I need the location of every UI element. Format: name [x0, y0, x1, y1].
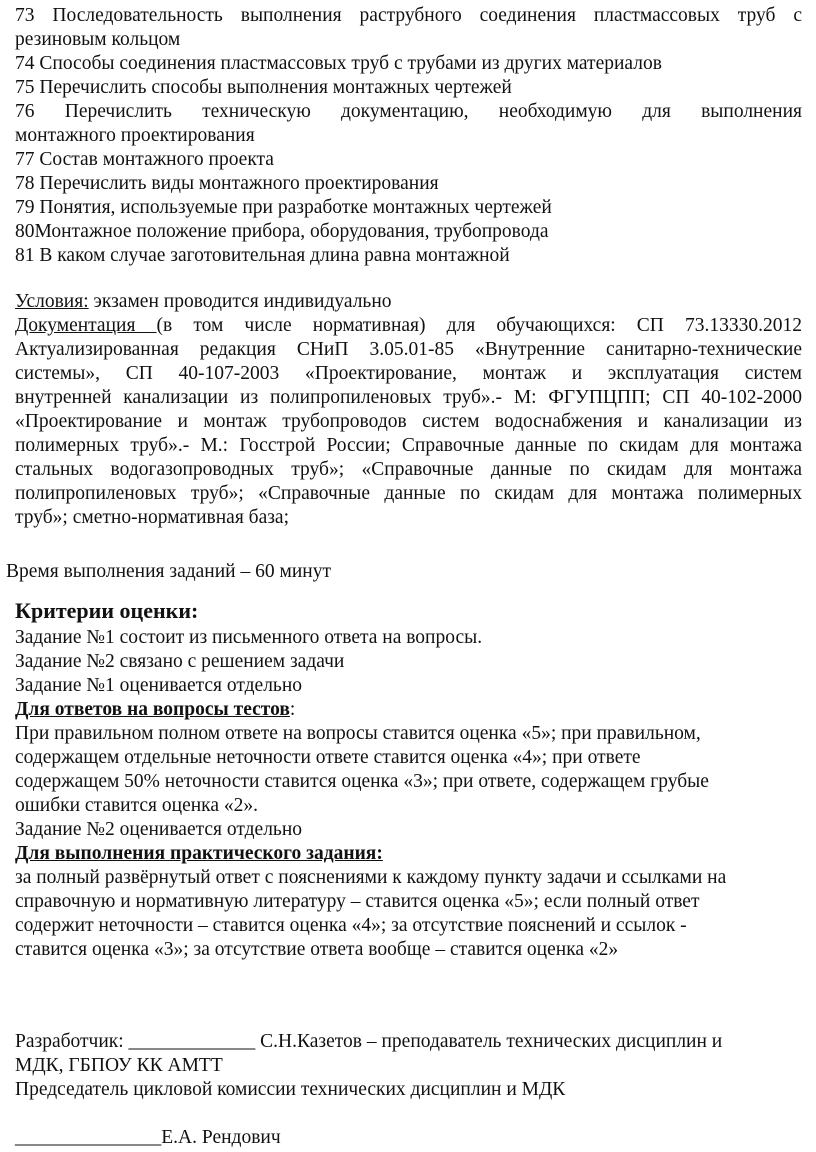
documentation-line1: (в том числе нормативная) для обучающихся: СП 73.13330.2012 [156, 315, 802, 336]
criteria-task1: Задание №1 состоит из письменного ответа на вопросы. [15, 627, 483, 648]
tests-line2: содержащем отдельные неточности ответе ставится оценка «4»; при ответе [15, 747, 641, 768]
question-76-line2: монтажного проектирования [15, 125, 255, 146]
practical-line2: справочную и нормативную литературу – ставится оценка «5»; если полный ответ [15, 891, 700, 912]
question-74: 74 Способы соединения пластмассовых труб с трубами из других материалов [15, 53, 662, 74]
question-73-line2: резиновым кольцом [15, 29, 181, 50]
criteria-heading: Критерии оценки: [15, 598, 199, 623]
practical-line1: за полный развёрнутый ответ с пояснениями к каждому пункту задачи и ссылками на [15, 867, 727, 888]
documentation-label: Документация [15, 315, 157, 336]
question-81: 81 В каком случае заготовительная длина равна монтажной [15, 245, 510, 266]
conditions-label: Условия: [15, 291, 89, 312]
documentation-line3: системы», СП 40-107-2003 «Проектирование, монтаж и эксплуатация систем [15, 363, 802, 384]
question-79: 79 Понятия, используемые при разработке монтажных чертежей [15, 197, 552, 218]
practical-line4: ставится оценка «3»; за отсутствие ответа вообще – ставится оценка «2» [15, 939, 619, 960]
practical-line3: содержит неточности – ставится оценка «4»; за отсутствие пояснений и ссылок - [15, 915, 687, 936]
question-78: 78 Перечислить виды монтажного проектирования [15, 173, 439, 194]
documentation-line5: «Проектирование и монтаж трубопроводов систем водоснабжения и канализации из [15, 411, 802, 432]
practical-label: Для выполнения практического задания: [15, 843, 383, 864]
tests-line4: ошибки ставится оценка «2». [15, 795, 258, 816]
criteria-body [15, 626, 802, 962]
chair-signature-line: _______________Е.А. Рендович [15, 1127, 281, 1148]
question-75: 75 Перечислить способы выполнения монтажных чертежей [15, 77, 512, 98]
documentation-line6: полимерных труб».- М.: Госстрой России; Справочные данные по скидам для монтажа [15, 435, 802, 456]
exam-time-text: Время выполнения заданий – 60 минут [6, 561, 331, 582]
tests-colon: : [289, 699, 296, 720]
tests-line3: содержащем 50% неточности ставится оценка «3»; при ответе, содержащем грубые [15, 771, 709, 792]
question-80: 80Монтажное положение прибора, оборудования, трубопровода [15, 221, 549, 242]
developer-line1: Разработчик: _____________ С.Н.Казетов – преподаватель технических дисциплин и [15, 1031, 723, 1052]
criteria [15, 598, 802, 624]
documentation-line4: внутренней канализации из полипропиленовых труб».- М: ФГУПЦПП; СП 40-102-2000 [15, 387, 802, 408]
exam-time [6, 560, 793, 584]
documentation-line8: полипропиленовых труб»; «Справочные данные по скидам для монтажа полимерных [15, 483, 802, 504]
tests-label: Для ответов на вопросы тестов [15, 699, 290, 720]
criteria-task2: Задание №2 связано с решением задачи [15, 651, 345, 672]
conditions [15, 290, 802, 314]
documentation [15, 314, 802, 530]
question-77: 77 Состав монтажного проекта [15, 149, 274, 170]
documentation-line2: Актуализированная редакция СНиП 3.05.01-85 «Внутренние санитарно-технические [15, 339, 802, 360]
documentation-line7: стальных водогазопроводных труб»; «Справочные данные по скидам для монтажа [15, 459, 802, 480]
criteria-task1-eval: Задание №1 оценивается отдельно [15, 675, 303, 696]
signatures [15, 1030, 802, 1102]
chair-line: Председатель цикловой комиссии технических дисциплин и МДК [15, 1079, 566, 1100]
criteria-task2-eval: Задание №2 оценивается отдельно [15, 819, 303, 840]
question-73-line1: 73 Последовательность выполнения раструбного соединения пластмассовых труб с [15, 5, 802, 26]
question-76-line1: 76 Перечислить техническую документацию, необходимую для выполнения [15, 101, 802, 122]
developer-line2: МДК, ГБПОУ КК АМТТ [15, 1055, 223, 1076]
chair-signature [15, 1126, 802, 1150]
documentation-line9: труб»; сметно-нормативная база; [15, 507, 290, 528]
question-list [15, 4, 802, 268]
conditions-text: экзамен проводится индивидуально [88, 291, 392, 312]
tests-line1: При правильном полном ответе на вопросы ставится оценка «5»; при правильном, [15, 723, 701, 744]
